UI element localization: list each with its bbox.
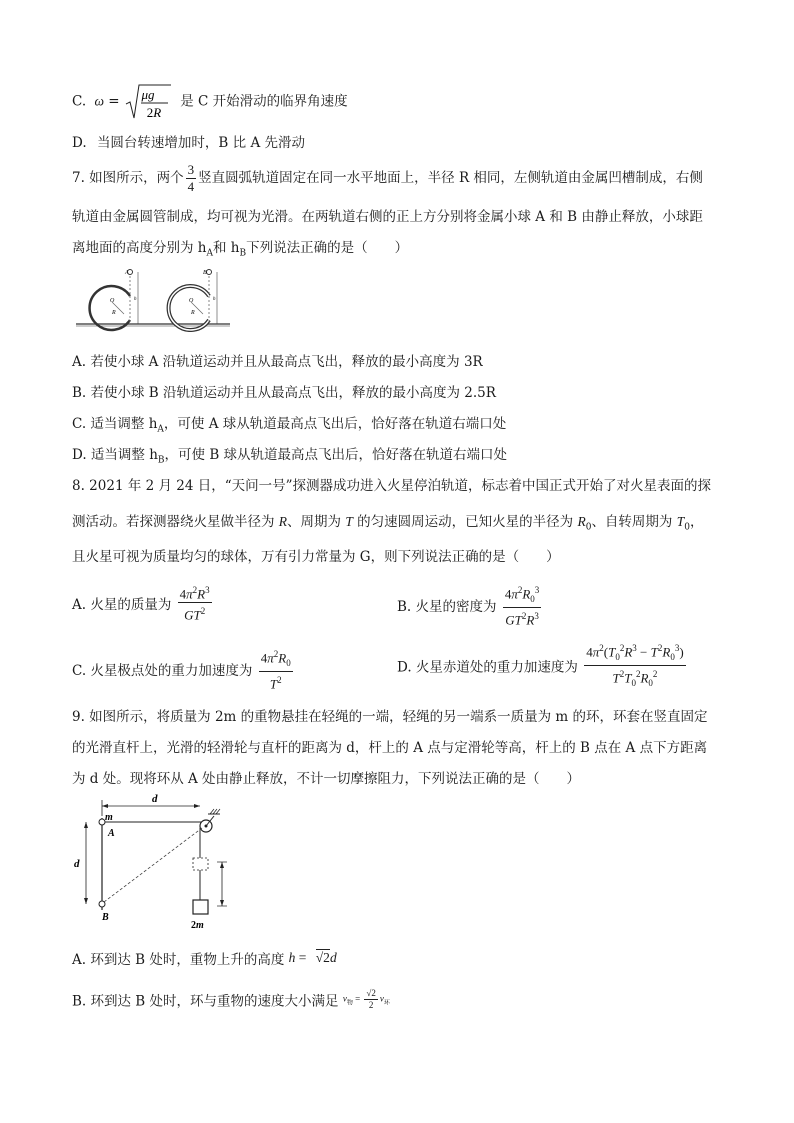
option-text: 当圆台转速增加时，B 比 A 先滑动	[96, 135, 305, 151]
q7-option-d	[72, 443, 507, 466]
q7-option-b: B. 若使小球 B 沿轨道运动并且从最高点飞出，释放的最小高度为 2.5R	[72, 385, 496, 401]
subscript: A	[206, 248, 213, 259]
q8-line1: 8. 2021 年 2 月 24 日，“天问一号”探测器成功进入火星停泊轨道，标志着中国正式开始了对火星表面的探	[72, 478, 712, 494]
option-text: D. 适当调整 h	[72, 447, 158, 463]
option-label: C.	[72, 93, 87, 110]
option-label: D.	[72, 135, 87, 151]
svg-text:R: R	[191, 310, 195, 316]
q8-text: ，	[689, 514, 704, 530]
option-text: A. 环到达 B 处时，重物上升的高度	[72, 952, 285, 968]
prev-option-d	[72, 131, 305, 151]
q7-text: 7. 如图所示，两个	[72, 170, 184, 186]
q8-option-d	[397, 640, 688, 691]
q8-line3: 且火星可视为质量均匀的球体，万有引力常量为 G，则下列说法正确的是（ ）	[72, 549, 560, 565]
subscript: B	[239, 248, 247, 259]
q8-option-a	[72, 582, 214, 624]
option-text: D. 火星赤道处的重力加速度为	[397, 659, 578, 676]
height-formula: h = √2d	[288, 950, 337, 965]
svg-text:d: d	[74, 858, 80, 870]
q7-option-c	[72, 412, 506, 435]
option-text: B. 环到达 B 处时，环与重物的速度大小满足	[72, 993, 339, 1010]
equator-gravity-formula: $\frac{4\pi^2(T_0^2R^3 - T^2R_0^3)}{T^2T_0^2R_0^2}$	[584, 640, 685, 691]
svg-text:h: h	[134, 297, 137, 302]
q7-line1	[72, 162, 703, 195]
svg-text:B: B	[203, 270, 207, 276]
option-text: 是 C 开始滑动的临界角速度	[180, 93, 348, 110]
subscript: A	[157, 424, 164, 435]
q7-line2: 轨道由金属圆管制成，均可视为光滑。在两轨道右侧的正上方分别将金属小球 A 和 B 由静止释放，小球距	[72, 209, 703, 225]
q9-line2: 的光滑直杆上，光滑的轻滑轮与直杆的距离为 d，杆上的 A 点与定滑轮等高，杆上的 B 点在 A 点下方距离	[72, 740, 708, 756]
frac-num: 3	[187, 162, 195, 177]
svg-text:d: d	[152, 793, 158, 805]
q7-text: 竖直圆弧轨道固定在同一水平地面上，半径 R 相同，左侧轨道由金属凹槽制成，右侧	[198, 170, 703, 186]
q8-line2: 测活动。若探测器绕火星做半径为 R、周期为 T 的匀速圆周运动，已知火星的半径为 $R_0$、自转周期为 $T_0$，	[72, 514, 704, 533]
q9-pulley-figure	[72, 792, 242, 932]
q7-line3	[72, 236, 408, 259]
q8-text: 、周期为	[287, 514, 346, 530]
q7-text: 离地面的高度分别为 h	[72, 240, 207, 256]
mass-formula: $\frac{4\pi^2R^3}{GT^2}$	[178, 582, 212, 624]
svg-text:2m: 2m	[191, 920, 204, 931]
q7-option-a: A. 若使小球 A 沿轨道运动并且从最高点飞出，释放的最小高度为 3R	[72, 354, 483, 370]
frac-den: 4	[187, 179, 195, 194]
q9-line3: 为 d 处。现将环从 A 处由静止释放，不计一切摩擦阻力，下列说法正确的是（ ）	[72, 771, 581, 787]
svg-text:h: h	[213, 297, 216, 302]
pole-gravity-formula: $\frac{4\pi^2R_0}{T^2}$	[259, 646, 293, 692]
q8-text: 测活动。若探测器绕火星做半径为	[72, 514, 279, 530]
velocity-formula: $v_物$ = $\frac{√2}{2}$ $v_环$	[342, 988, 390, 1010]
q8-option-b	[397, 582, 543, 628]
svg-text:B: B	[102, 912, 109, 923]
option-text: ，可使 A 球从轨道最高点飞出后，恰好落在轨道右端口处	[163, 416, 507, 432]
q8-option-c	[72, 646, 295, 692]
q9-option-a	[72, 948, 337, 968]
option-text: B. 火星的密度为	[397, 599, 497, 616]
sqrt-fraction	[124, 82, 172, 122]
option-text: C. 火星极点处的重力加速度为	[72, 663, 253, 680]
density-formula: $\frac{4\pi^2R_0^3}{GT^2R^3}$	[503, 582, 541, 628]
q9-line1: 9. 如图所示，将质量为 2m 的重物悬挂在轻绳的一端，轻绳的另一端系一质量为 m 的环，环套在竖直固定	[72, 709, 708, 725]
prev-option-c	[72, 82, 348, 122]
svg-text:A: A	[125, 270, 129, 276]
q7-text: 和 h	[213, 240, 240, 256]
option-text: C. 适当调整 h	[72, 416, 158, 432]
svg-text:μg: μg	[141, 87, 155, 102]
subscript: B	[157, 455, 165, 466]
q8-text: 、自转周期为	[591, 514, 677, 530]
svg-text:2R: 2R	[146, 105, 162, 120]
q8-text: 的匀速圆周运动，已知火星的半径为	[352, 514, 578, 530]
option-text: ，可使 B 球从轨道最高点飞出后，恰好落在轨道右端口处	[164, 447, 508, 463]
svg-text:O: O	[110, 298, 115, 304]
q9-option-b	[72, 988, 390, 1011]
svg-text:A: A	[108, 828, 115, 839]
three-quarters	[186, 162, 197, 195]
svg-text:m: m	[105, 812, 113, 823]
omega-formula: ω = μg 2R	[94, 82, 171, 122]
q7-tracks-figure	[72, 262, 232, 332]
option-text: A. 火星的质量为	[72, 596, 172, 613]
q7-text: 下列说法正确的是（ ）	[246, 240, 409, 256]
svg-text:O: O	[189, 298, 194, 304]
svg-text:R: R	[112, 310, 116, 316]
